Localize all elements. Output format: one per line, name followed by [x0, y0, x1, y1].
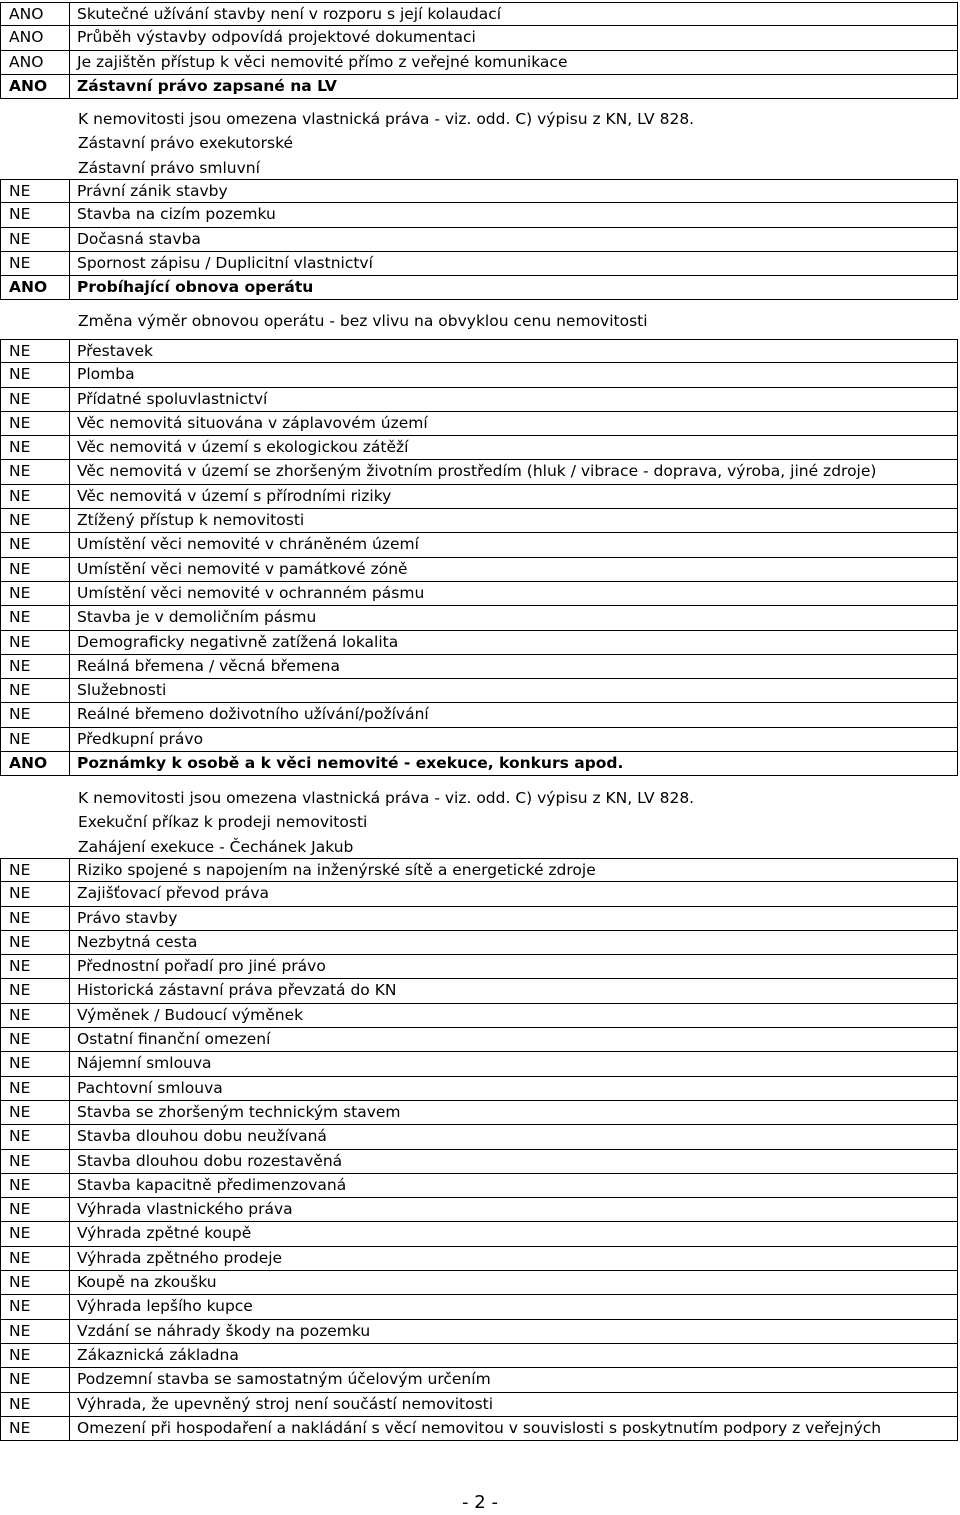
checklist-table-1 [0, 2, 958, 99]
answer-cell: NE [0, 703, 70, 727]
table-row [0, 1004, 958, 1028]
answer-cell: NE [0, 363, 70, 387]
note-line: Zahájení exekuce - Čechánek Jakub [78, 837, 354, 856]
criterion-cell: Stavba dlouhou dobu rozestavěná [70, 1150, 958, 1174]
table-row [0, 931, 958, 955]
criterion-cell: Skutečné užívání stavby není v rozporu s její kolaudací [70, 2, 958, 26]
table-row [0, 339, 958, 363]
checklist-table-3 [0, 339, 958, 776]
table-row [0, 1295, 958, 1319]
criterion-cell: Poznámky k osobě a k věci nemovité - exekuce, konkurs apod. [70, 752, 958, 776]
checklist-table-2 [0, 179, 958, 300]
criterion-cell: Stavba dlouhou dobu neužívaná [70, 1125, 958, 1149]
table-row [0, 1222, 958, 1246]
answer-cell: NE [0, 558, 70, 582]
table-row [0, 907, 958, 931]
table-row [0, 363, 958, 387]
table-row [0, 728, 958, 752]
table-row [0, 533, 958, 557]
table-row [0, 1077, 958, 1101]
criterion-cell: Nájemní smlouva [70, 1052, 958, 1076]
answer-cell: NE [0, 582, 70, 606]
answer-cell: NE [0, 1247, 70, 1271]
criterion-cell: Plomba [70, 363, 958, 387]
criterion-cell: Pachtovní smlouva [70, 1077, 958, 1101]
criterion-cell: Zákaznická základna [70, 1344, 958, 1368]
answer-cell: ANO [0, 51, 70, 75]
answer-cell: NE [0, 203, 70, 227]
criterion-cell: Průběh výstavby odpovídá projektové dokumentaci [70, 26, 958, 50]
answer-cell: NE [0, 1052, 70, 1076]
answer-cell: ANO [0, 276, 70, 300]
table-row [0, 1028, 958, 1052]
criterion-cell: Koupě na zkoušku [70, 1271, 958, 1295]
answer-cell: NE [0, 412, 70, 436]
answer-cell: NE [0, 1222, 70, 1246]
answer-cell: NE [0, 1028, 70, 1052]
table-row [0, 203, 958, 227]
criterion-cell: Výhrada, že upevněný stroj není součástí nemovitosti [70, 1393, 958, 1417]
criterion-cell: Přestavek [70, 339, 958, 363]
table-row [0, 1174, 958, 1198]
table-row [0, 1320, 958, 1344]
answer-cell: NE [0, 655, 70, 679]
table-row [0, 631, 958, 655]
table-row [0, 2, 958, 26]
table-row [0, 51, 958, 75]
table-row [0, 252, 958, 276]
page-number: - 2 - [462, 1492, 498, 1513]
criterion-cell: Výhrada zpětné koupě [70, 1222, 958, 1246]
table-row [0, 1247, 958, 1271]
table-row [0, 979, 958, 1003]
note-block-1 [0, 107, 694, 180]
answer-cell: NE [0, 606, 70, 630]
answer-cell: NE [0, 907, 70, 931]
answer-cell: ANO [0, 26, 70, 50]
criterion-cell: Historická zástavní práva převzatá do KN [70, 979, 958, 1003]
criterion-cell: Vzdání se náhrady škody na pozemku [70, 1320, 958, 1344]
answer-cell: NE [0, 955, 70, 979]
answer-cell: NE [0, 436, 70, 460]
table-row [0, 1393, 958, 1417]
criterion-cell: Omezení při hospodaření a nakládání s věcí nemovitou v souvislosti s poskytnutím podpory z veřejných [70, 1417, 958, 1441]
table-row [0, 26, 958, 50]
table-row [0, 460, 958, 484]
criterion-cell: Umístění věci nemovité v ochranném pásmu [70, 582, 958, 606]
criterion-cell: Právní zánik stavby [70, 179, 958, 203]
criterion-cell: Věc nemovitá v území s přírodními riziky [70, 485, 958, 509]
answer-cell: NE [0, 252, 70, 276]
table-row [0, 485, 958, 509]
table-row [0, 1150, 958, 1174]
criterion-cell: Věc nemovitá situována v záplavovém území [70, 412, 958, 436]
criterion-cell: Výhrada vlastnického práva [70, 1198, 958, 1222]
answer-cell: NE [0, 339, 70, 363]
note-line: Změna výměr obnovou operátu - bez vlivu na obvyklou cenu nemovitosti [78, 312, 648, 330]
criterion-cell: Spornost zápisu / Duplicitní vlastnictví [70, 252, 958, 276]
criterion-cell: Výhrada lepšího kupce [70, 1295, 958, 1319]
criterion-cell: Reálná břemena / věcná břemena [70, 655, 958, 679]
table-row [0, 752, 958, 776]
answer-cell: NE [0, 485, 70, 509]
criterion-cell: Je zajištěn přístup k věci nemovité přímo z veřejné komunikace [70, 51, 958, 75]
answer-cell: NE [0, 1295, 70, 1319]
answer-cell: NE [0, 882, 70, 906]
answer-cell: NE [0, 460, 70, 484]
answer-cell: NE [0, 858, 70, 882]
criterion-cell: Riziko spojené s napojením na inženýrské sítě a energetické zdroje [70, 858, 958, 882]
answer-cell: NE [0, 1077, 70, 1101]
page-footer [0, 1492, 960, 1513]
table-row [0, 1198, 958, 1222]
answer-cell: NE [0, 1101, 70, 1125]
criterion-cell: Podzemní stavba se samostatným účelovým určením [70, 1368, 958, 1392]
criterion-cell: Věc nemovitá v území s ekologickou zátěží [70, 436, 958, 460]
note-block-3 [0, 786, 694, 859]
criterion-cell: Probíhající obnova operátu [70, 276, 958, 300]
note-line: Zástavní právo exekutorské [78, 134, 294, 153]
table-row [0, 388, 958, 412]
answer-cell: NE [0, 1174, 70, 1198]
answer-cell: NE [0, 979, 70, 1003]
checklist-table-4 [0, 858, 958, 1441]
answer-cell: NE [0, 728, 70, 752]
criterion-cell: Zástavní právo zapsané na LV [70, 75, 958, 99]
table-row [0, 509, 958, 533]
table-row [0, 858, 958, 882]
criterion-cell: Stavba kapacitně předimenzovaná [70, 1174, 958, 1198]
answer-cell: ANO [0, 75, 70, 99]
answer-cell: ANO [0, 2, 70, 26]
criterion-cell: Stavba se zhoršeným technickým stavem [70, 1101, 958, 1125]
answer-cell: NE [0, 533, 70, 557]
criterion-cell: Výměnek / Budoucí výměnek [70, 1004, 958, 1028]
table-row [0, 582, 958, 606]
criterion-cell: Stavba na cizím pozemku [70, 203, 958, 227]
table-row [0, 1101, 958, 1125]
answer-cell: NE [0, 1344, 70, 1368]
criterion-cell: Dočasná stavba [70, 228, 958, 252]
criterion-cell: Předkupní právo [70, 728, 958, 752]
answer-cell: NE [0, 1198, 70, 1222]
criterion-cell: Umístění věci nemovité v památkové zóně [70, 558, 958, 582]
table-row [0, 655, 958, 679]
note-line: Exekuční příkaz k prodeji nemovitosti [78, 813, 368, 832]
answer-cell: NE [0, 1150, 70, 1174]
criterion-cell: Reálné břemeno doživotního užívání/požívání [70, 703, 958, 727]
criterion-cell: Právo stavby [70, 907, 958, 931]
table-row [0, 228, 958, 252]
criterion-cell: Zajišťovací převod práva [70, 882, 958, 906]
note-line: Zástavní právo smluvní [78, 158, 260, 177]
table-row [0, 1344, 958, 1368]
answer-cell: NE [0, 228, 70, 252]
table-row [0, 412, 958, 436]
answer-cell: NE [0, 1368, 70, 1392]
table-row [0, 606, 958, 630]
table-row [0, 75, 958, 99]
answer-cell: ANO [0, 752, 70, 776]
table-row [0, 955, 958, 979]
note-line: K nemovitosti jsou omezena vlastnická práva - viz. odd. C) výpisu z KN, LV 828. [78, 110, 695, 128]
table-row [0, 679, 958, 703]
criterion-cell: Přídatné spoluvlastnictví [70, 388, 958, 412]
table-row [0, 558, 958, 582]
answer-cell: NE [0, 1125, 70, 1149]
answer-cell: NE [0, 679, 70, 703]
criterion-cell: Nezbytná cesta [70, 931, 958, 955]
answer-cell: NE [0, 1320, 70, 1344]
table-row [0, 703, 958, 727]
answer-cell: NE [0, 1004, 70, 1028]
table-row [0, 1271, 958, 1295]
answer-cell: NE [0, 931, 70, 955]
answer-cell: NE [0, 388, 70, 412]
table-row [0, 276, 958, 300]
table-row [0, 1368, 958, 1392]
criterion-cell: Věc nemovitá v území se zhoršeným životním prostředím (hluk / vibrace - doprava, výroba, jiné zdroje) [70, 460, 958, 484]
criterion-cell: Výhrada zpětného prodeje [70, 1247, 958, 1271]
criterion-cell: Služebnosti [70, 679, 958, 703]
answer-cell: NE [0, 1417, 70, 1441]
table-row [0, 1125, 958, 1149]
answer-cell: NE [0, 631, 70, 655]
note-block-2 [0, 309, 648, 333]
table-row [0, 179, 958, 203]
table-row [0, 882, 958, 906]
criterion-cell: Demograficky negativně zatížená lokalita [70, 631, 958, 655]
answer-cell: NE [0, 1393, 70, 1417]
table-row [0, 436, 958, 460]
answer-cell: NE [0, 509, 70, 533]
table-row [0, 1052, 958, 1076]
criterion-cell: Přednostní pořadí pro jiné právo [70, 955, 958, 979]
criterion-cell: Ostatní finanční omezení [70, 1028, 958, 1052]
answer-cell: NE [0, 1271, 70, 1295]
criterion-cell: Umístění věci nemovité v chráněném území [70, 533, 958, 557]
note-line: K nemovitosti jsou omezena vlastnická práva - viz. odd. C) výpisu z KN, LV 828. [78, 789, 695, 807]
table-row [0, 1417, 958, 1441]
answer-cell: NE [0, 179, 70, 203]
criterion-cell: Ztížený přístup k nemovitosti [70, 509, 958, 533]
criterion-cell: Stavba je v demoličním pásmu [70, 606, 958, 630]
